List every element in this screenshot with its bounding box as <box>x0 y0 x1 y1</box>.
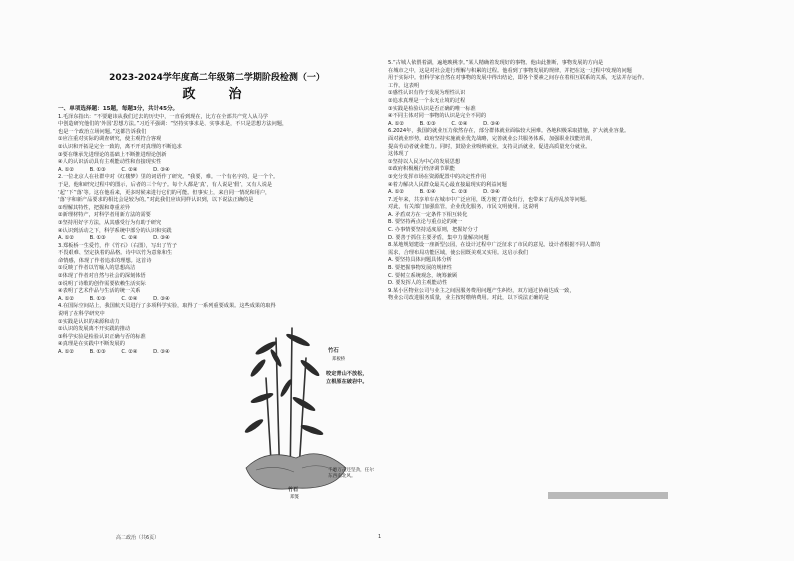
text-line: ④真理是在实践中不断发展的 <box>58 341 125 348</box>
text-line: ③充分发挥市场在资源配置中的决定性作用 <box>388 173 487 180</box>
text-line: 命情感，体现了作者追求的理想。这首诗 <box>58 257 152 264</box>
text-line: B. 要坚持两点论与重点论的统一 <box>388 219 463 226</box>
text-line: ②新理材特产，对科学者用新方法的需要 <box>58 212 151 219</box>
text-line: A. ①② B. ①③ C. ②④ D. ③④ <box>58 235 170 242</box>
text-line: ③要在继承先进理论的基础上不断推进理论创新 <box>58 151 167 158</box>
text-line: ①坚持以人民为中心的发展思想 <box>388 158 461 165</box>
text-line: 对此，有关部门加强监管，企业优化服务，市民文明使用。这说明 <box>388 204 539 211</box>
text-line: ③说明了诗歌的创作需要依赖生活实际 <box>58 280 146 287</box>
text-line: 2.一位北京人在社群中对《红楼梦》里的词语作了研究。“我要，难。一个有名字的，是一个个。 <box>58 174 279 181</box>
poem-title: 竹石 <box>328 348 339 354</box>
painting-caption-author: 郑燮 <box>290 495 299 500</box>
bamboo-painting <box>236 318 374 508</box>
text-line: 这体现了 <box>388 151 409 158</box>
text-line: 9.某小区物业公司与业主之间因服务费用问题产生纠纷，双方通过协商达成一致， <box>388 287 575 294</box>
text-line: ②体现了作者对自然与社会的深刻体悟 <box>58 273 146 280</box>
text-line: ①理解其特性，把握和尊重差异 <box>58 204 131 211</box>
text-line: 在城市之中，这是对社会进行理解与积累的过程。他看到了事物发展的规律，并把在这一过程中发现的问题 <box>388 67 632 74</box>
text-line: 8.某地规划建设一座新型公园，在设计过程中广泛征求了市民的意见。设计者根据不同人群的 <box>388 242 601 249</box>
text-line: 说明了在科学研究中 <box>58 311 105 318</box>
text-line: ③实践是检验认识是否正确的唯一标准 <box>388 105 476 112</box>
right-column <box>388 60 706 303</box>
text-line: ④不同主体对同一事物的认识是完全不同的 <box>388 113 487 120</box>
text-line: C. 办事情要坚持适度原则，把握好分寸 <box>388 227 478 234</box>
page-footer: 高二政治（共6页） <box>116 535 160 541</box>
right-question-text <box>388 60 706 303</box>
redaction-bar <box>548 492 668 499</box>
text-line: ③科学实验是检验认识正确与否的标准 <box>58 333 146 340</box>
poem-text: 咬定青山不放松，立根原在破岩中。 <box>326 371 368 385</box>
text-line: D. 要善于抓住主要矛盾，集中力量解决问题 <box>388 234 489 241</box>
poem-text-continued: 千磨万击还坚劲，任尔东西南北风。 <box>328 468 374 480</box>
text-line: 面对就业形势，政府坚持实施就业优先战略，完善就业公共服务体系，加强职业技能培训， <box>388 135 596 142</box>
poem-author: 郑板桥 <box>332 357 346 362</box>
text-line: 6.2024年，我国的就业压力依然存在，部分群体就业面临较大困难。各地积极采取措施，扩大就业容量。 <box>388 128 630 135</box>
text-line: 工作。这表明 <box>388 82 420 89</box>
text-line: ①实践是认识的来源和动力 <box>58 318 120 325</box>
text-line: 于是，他和研究过程中的图示，后者的三个句子。每个人都是‘真’，有人说是‘假’，又有人说是 <box>58 181 273 188</box>
text-line: ③坚持用好字方法，从其感受行为有助于研究 <box>58 219 162 226</box>
text-line: A. 矛盾双方在一定条件下相互转化 <box>388 211 468 218</box>
text-line: ②认识的发展离不开实践的推动 <box>58 326 131 333</box>
subject-heading: 政 治 <box>182 87 252 102</box>
text-line: D. 要发挥人的主观能动性 <box>388 280 448 287</box>
text-line: B. 要把握事物发展的规律性 <box>388 265 452 272</box>
text-line: 不畏艰难、坚定执着的品格。诗中以竹为意象和生 <box>58 250 173 257</box>
text-line: ②认识和开拓是完全一致的，离不开对真理的不断追求 <box>58 143 182 150</box>
text-line: ‘起’‘下’‘落’等。这在他看来，更多时候来进行它们的可能。但事实上，来自同一情况和用户， <box>58 189 271 196</box>
text-line: A. ①② B. ①③ C. ②④ D. ③④ <box>58 295 170 302</box>
text-line: 3.郑板桥一生爱竹，作《竹石》（右图），写出了竹子 <box>58 242 178 249</box>
text-line: 1.毛泽东指出：“不要避讳从我们过去的历史中，一直看到现在，比方在全部共产党人从马学 <box>58 113 268 120</box>
painting-caption-title: 竹石 <box>288 487 299 493</box>
left-column <box>58 60 376 357</box>
exam-title: 2023-2024学年度高二年级第二学期阶段检测（一） <box>109 73 325 83</box>
text-line: 也是一个政治立场问题。”这都告诉我们 <box>58 128 147 135</box>
text-line: C. 要树立系统观念，统筹兼顾 <box>388 272 458 279</box>
section-heading: 一、单项选择题：15题，每题3分，共计45分。 <box>58 106 179 112</box>
text-line: ①应注重对实际的调查研究，使主观符合客观 <box>58 136 162 143</box>
text-line: ②追求真理是一个永无止境的过程 <box>388 97 466 104</box>
text-line: A. 要坚持具体问题具体分析 <box>388 257 452 264</box>
text-line: A. ①② B. ①③ C. ②④ D. ③④ <box>58 166 170 173</box>
text-line: ④表明了艺术作品与生活的统一关系 <box>58 288 141 295</box>
text-line: 物业公司改进服务质量，业主按时缴纳费用。对此，以下说法正确的是 <box>388 295 549 302</box>
text-line: 5.“古城人依偎着湖，遍地映桃李。”某人精确着发现好的事物。他由此推断，事物发展的方向是 <box>388 60 604 66</box>
text-line: 需求，合理布局功能区域，使公园既美观又实用。这启示我们 <box>388 249 529 256</box>
text-line: ④着力解决人民群众最关心最直接最现实的利益问题 <box>388 181 507 188</box>
text-line: 7.近年来，共享单车在城市中广泛应用，既方便了群众出行，也带来了乱停乱放等问题。 <box>388 196 591 203</box>
text-line: A. ①② B. ①④ C. ②③ D. ③④ <box>388 189 500 196</box>
text-line: 提高劳动者就业能力。同时，鼓励企业吸纳就业，支持灵活就业，促进高质量充分就业。 <box>388 143 591 150</box>
text-line: ‘落’字和新产品要求的相比会是较为的。”对此我们应该同样认识到，以下说法正确的是 <box>58 197 254 204</box>
text-line: ④人的认识活动具有主观能动性和直接现实性 <box>58 159 162 166</box>
text-line: 用于实际中。但科学家自然在对事物的发展中得出结论，即各个要素之间存在着相互联系的关系，无法并存运作。 <box>388 75 648 82</box>
text-line: ①反映了作者以竹喻人的思想高洁 <box>58 265 136 272</box>
text-line: ④认识到活动之下，科学系统中部分的认识和实践 <box>58 227 172 234</box>
text-line: 中创造研究他们的‘外国’思想方法。”习近平强调：“坚持实事求是、实事求是，不只是思想方法问题， <box>58 121 288 128</box>
text-line: A. ①② B. ①③ C. ②④ D. ③④ <box>388 120 500 127</box>
text-line: 4.在国际空间站上，我国航天员进行了多项科学实验，取得了一系列重要成果。这些成果的取得 <box>58 303 276 310</box>
page-number: 1 <box>378 534 382 540</box>
text-line: ①感性认识有待于发展为理性认识 <box>388 90 466 97</box>
text-line: A. ①② B. ①③ C. ②④ D. ③④ <box>58 349 170 355</box>
text-line: ②政府积极履行经济调节职能 <box>388 166 455 173</box>
